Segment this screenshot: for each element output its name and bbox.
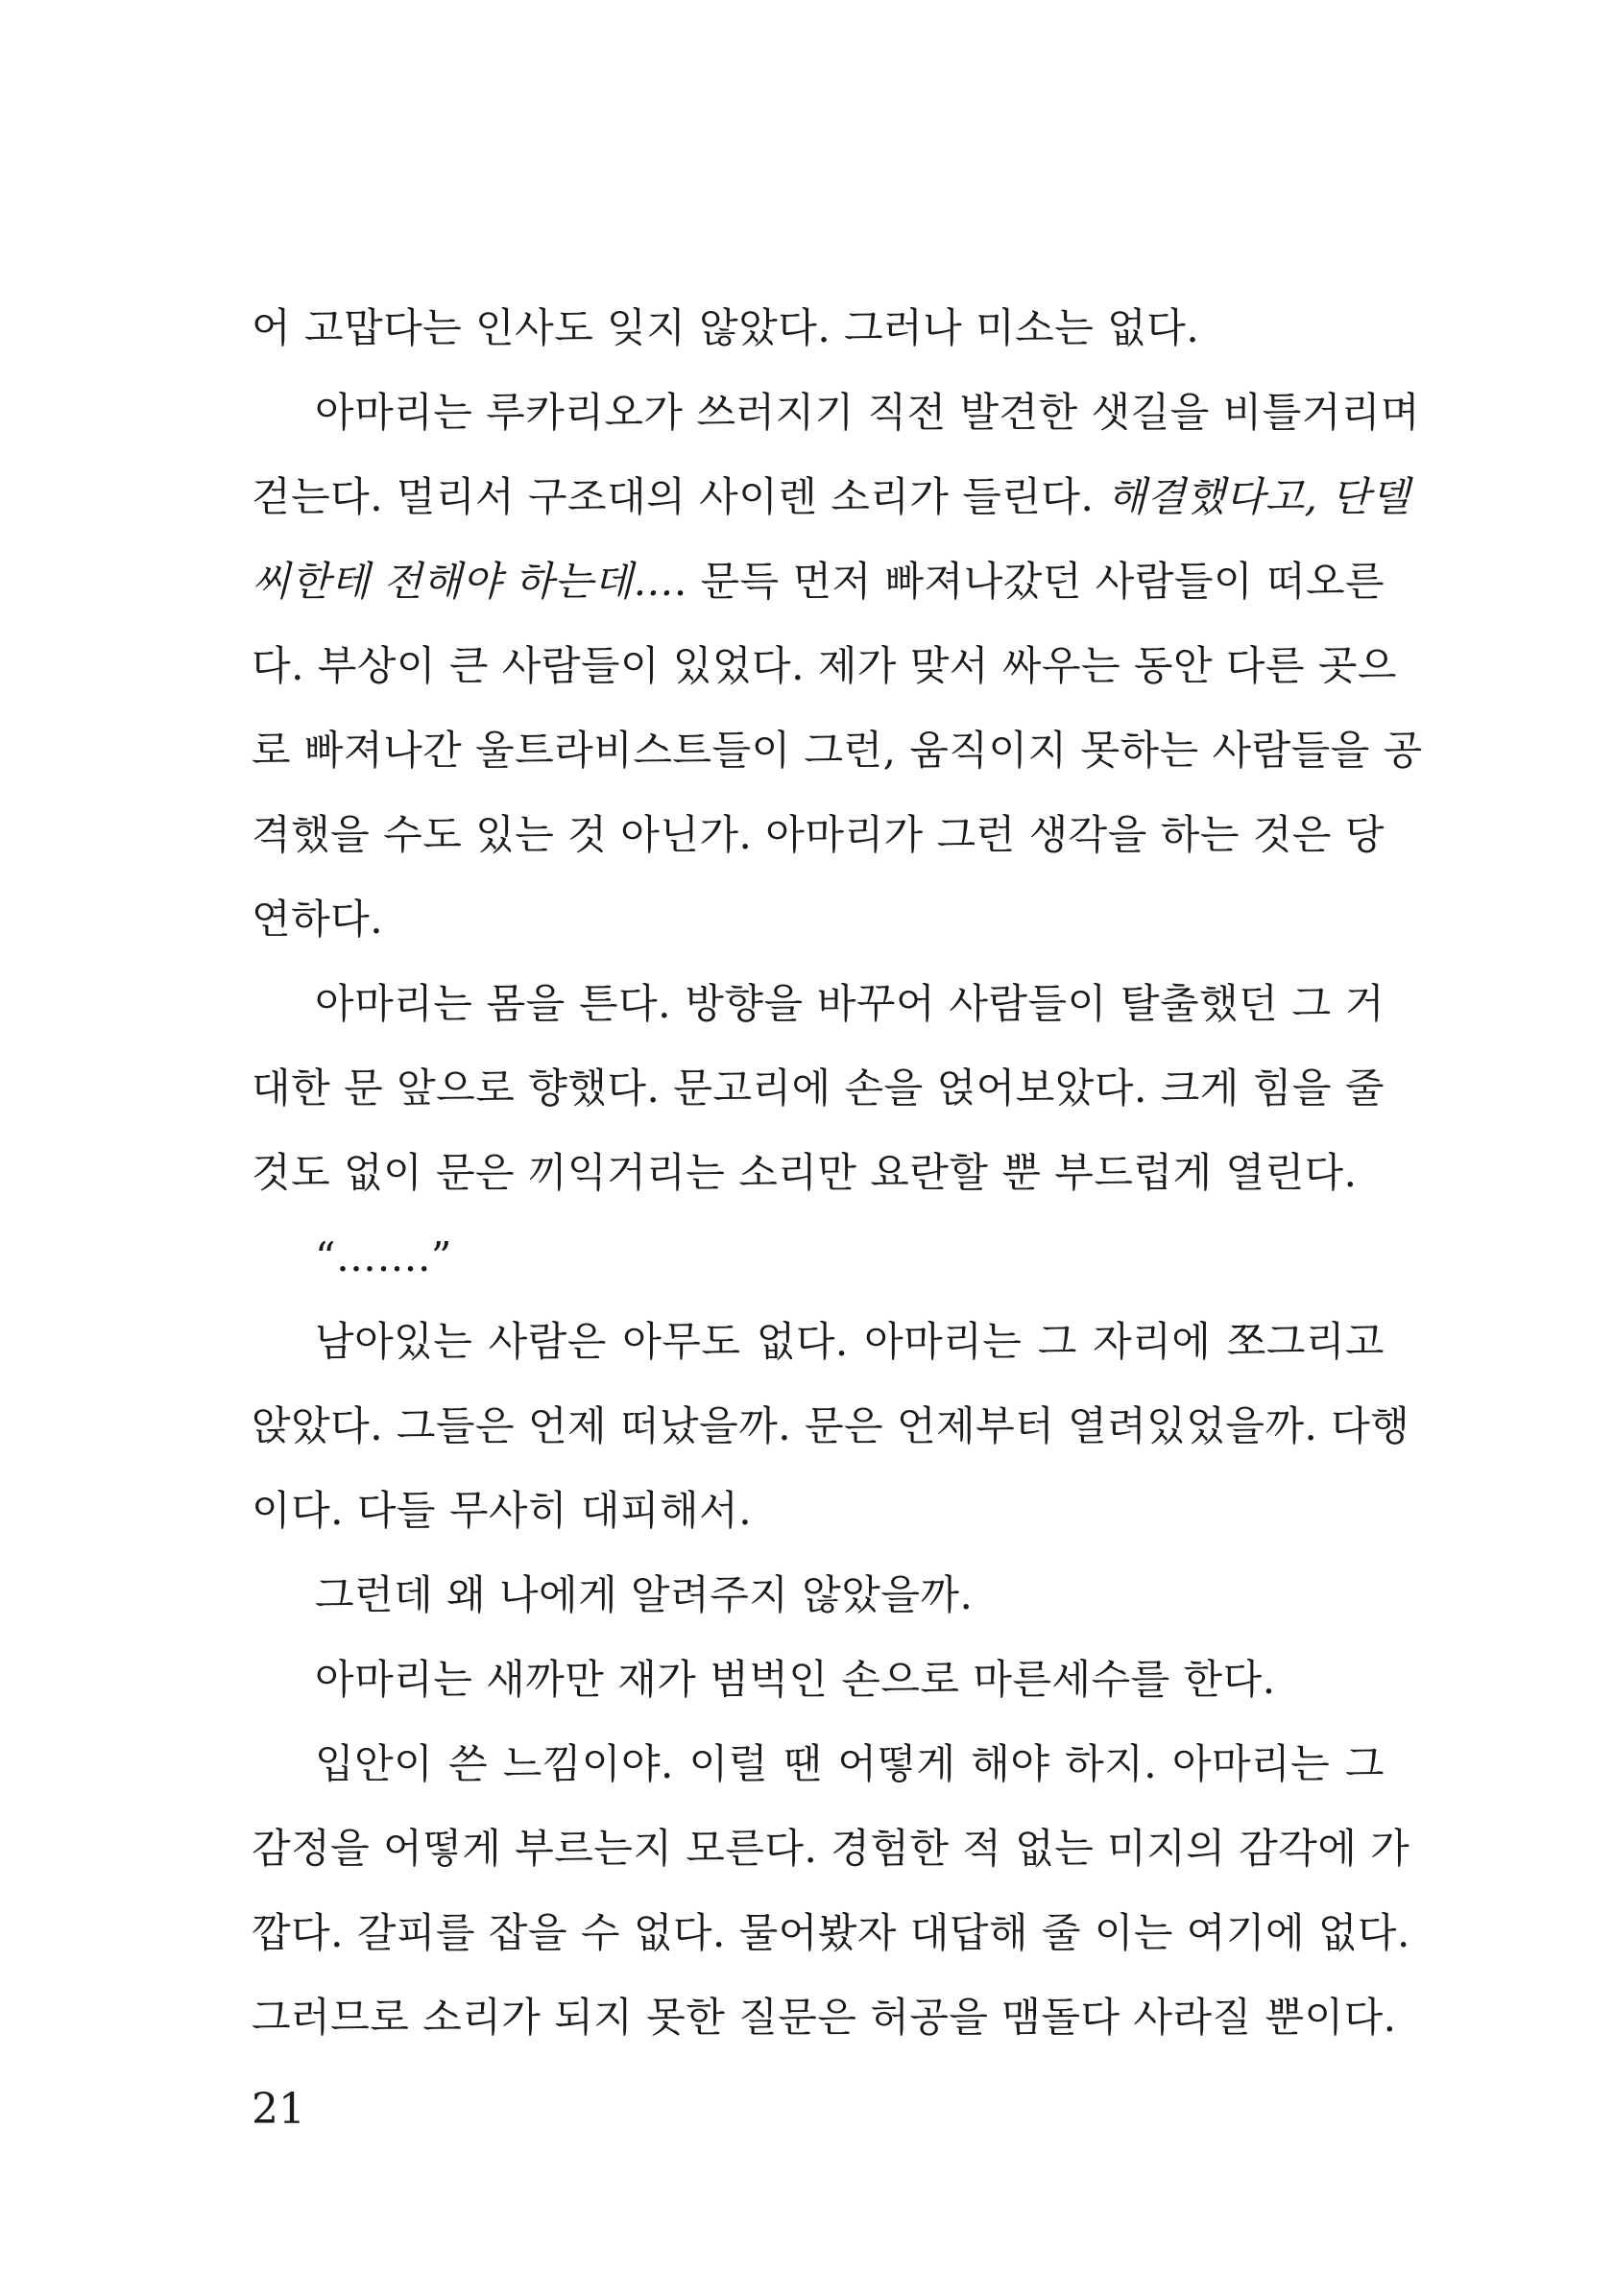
text-line-5: 다. 부상이 큰 사람들이 있었다. 제가 맞서 싸우는 동안 다른 곳으: [252, 642, 1398, 689]
text-line-4: [252, 539, 1385, 624]
text-line-10: 대한 문 앞으로 향했다. 문고리에 손을 얹어보았다. 크게 힘을 줄: [252, 1064, 1385, 1112]
text-line-14: 앉았다. 그들은 언제 떠났을까. 문은 언제부터 열려있었을까. 다행: [252, 1402, 1410, 1449]
text-line-6: 로 빠져나간 울트라비스트들이 그런, 움직이지 못하는 사람들을 공: [252, 727, 1423, 774]
text-line-12: “…….”: [315, 1233, 452, 1280]
text-line-8: 연하다.: [252, 896, 384, 943]
text-line-9: 아마리는 몸을 튼다. 방향을 바꾸어 사람들이 탈출했던 그 거: [315, 980, 1385, 1027]
text-plain: . 문득 먼저 빠져나갔던 사람들이 떠오른: [673, 558, 1385, 605]
text-line-19: 감정을 어떻게 부르는지 모른다. 경험한 적 없는 미지의 감각에 가: [252, 1825, 1410, 1872]
text-line-1: 어 고맙다는 인사도 잊지 않았다. 그러나 미소는 없다.: [252, 304, 1200, 351]
page-number: 21: [252, 2085, 305, 2134]
text-line-17: 아마리는 새까만 재가 범벅인 손으로 마른세수를 한다.: [315, 1656, 1276, 1703]
text-line-13: 남아있는 사람은 아무도 없다. 아마리는 그 자리에 쪼그리고: [315, 1318, 1385, 1365]
body-text: [252, 286, 1423, 2060]
text-line-18: 입안이 쓴 느낌이야. 이럴 땐 어떻게 해야 하지. 아마리는 그: [315, 1740, 1385, 1787]
text-line-16: 그런데 왜 나에게 알려주지 않았을까.: [315, 1571, 974, 1618]
text-italic: 씨한테 전해야 하는데…: [252, 558, 674, 605]
text-line-21: 그러므로 소리가 되지 못한 질문은 허공을 맴돌다 사라질 뿐이다.: [252, 1994, 1397, 2041]
text-line-7: 격했을 수도 있는 것 아닌가. 아마리가 그런 생각을 하는 것은 당: [252, 811, 1385, 858]
text-line-15: 이다. 다들 무사히 대피해서.: [252, 1487, 753, 1534]
text-plain: 걷는다. 멀리서 구조대의 사이렌 소리가 들린다.: [252, 473, 1108, 520]
text-italic: 해결했다고, 단델: [1107, 473, 1410, 520]
text-line-11: 것도 없이 문은 끼익거리는 소리만 요란할 뿐 부드럽게 열린다.: [252, 1149, 1358, 1196]
text-line-2: 아마리는 루카리오가 쓰러지기 직전 발견한 샛길을 비틀거리며: [315, 389, 1420, 436]
text-line-20: 깝다. 갈피를 잡을 수 없다. 물어봤자 대답해 줄 이는 여기에 없다.: [252, 1909, 1410, 1956]
text-line-3: [252, 455, 1410, 539]
